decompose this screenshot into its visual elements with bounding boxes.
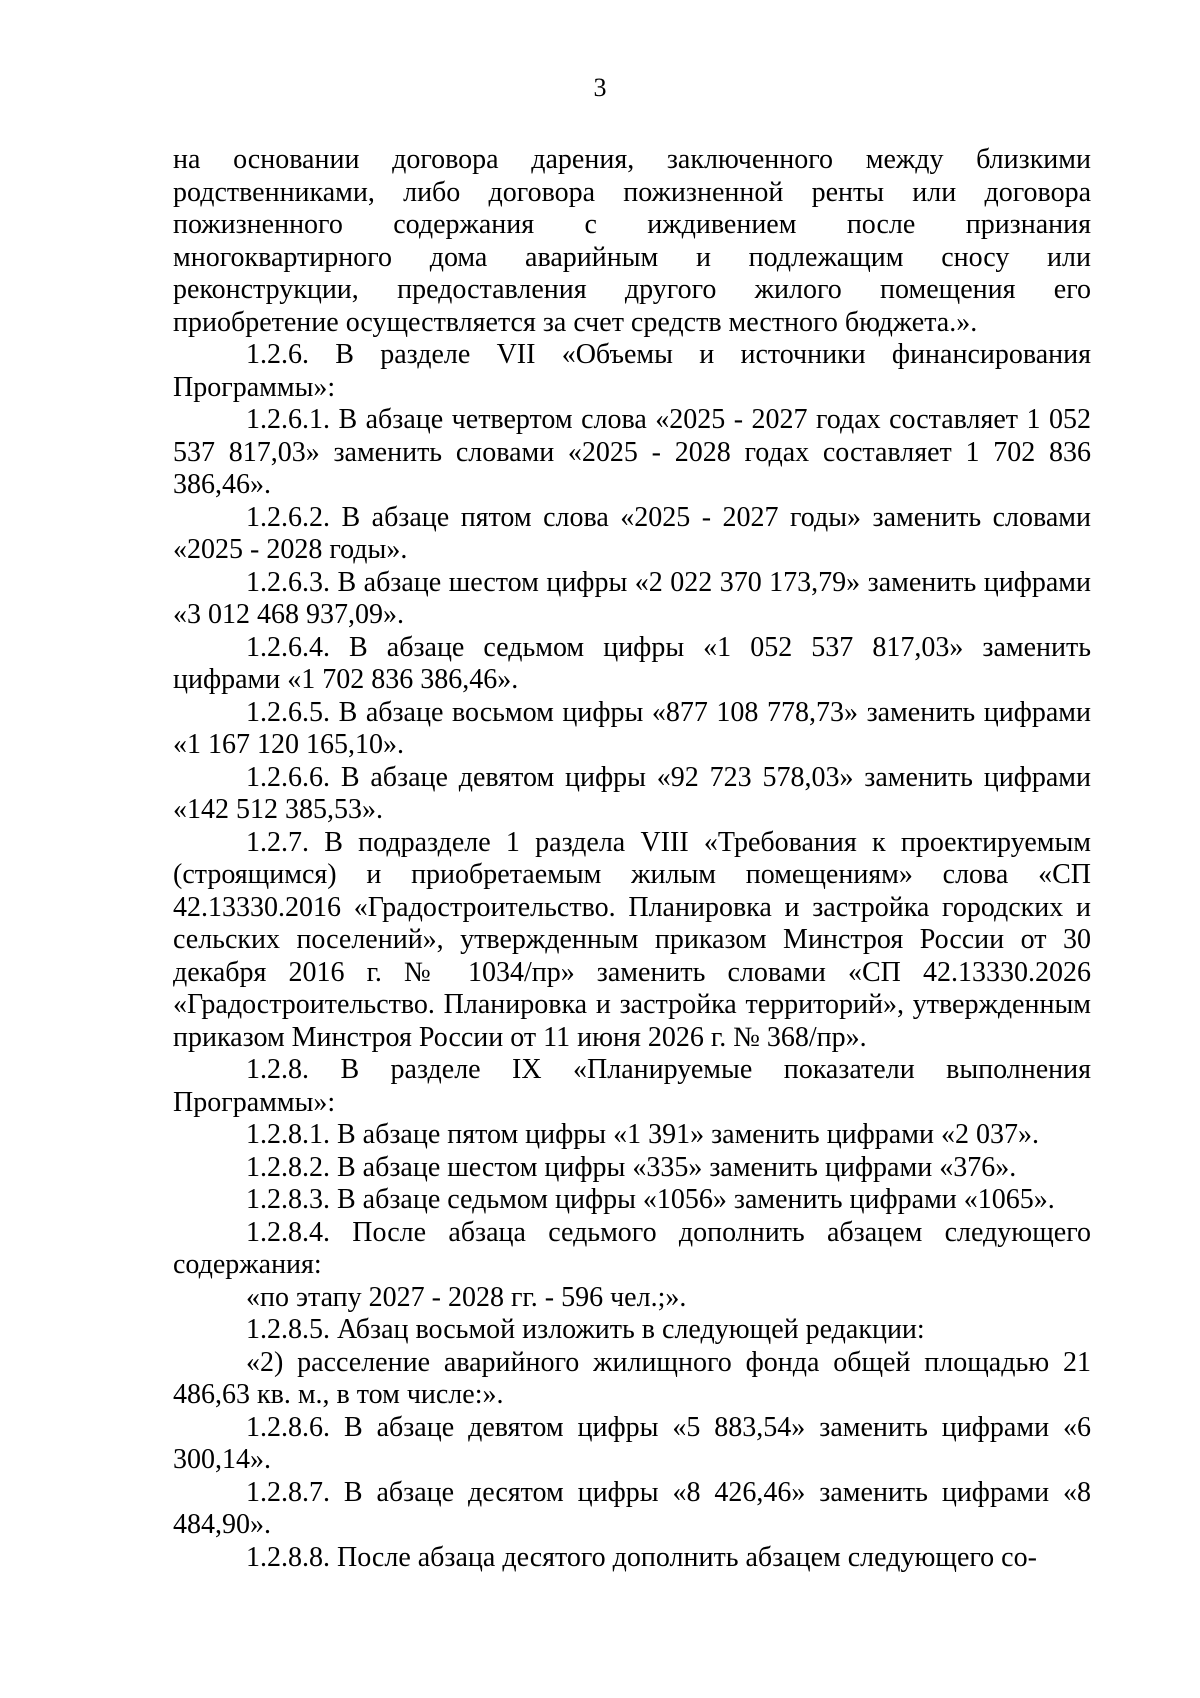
paragraph: 1.2.6.1. В абзаце четвертом слова «2025 - 2027 годах составляет 1 052 537 817,03» заменить словами «2025 - 2028 годах составляет 1 702 836 386,46». [173,404,1091,500]
paragraph: на основании договора дарения, заключенного между близкими родственниками, либо договора пожизненной ренты или договора пожизненного содержания с иждивением после признания многоквартирного дома аварийным и подлежащим сносу или реконструкции, предоставления другого жилого помещения его приобретение осуществляется за счет средств местного бюджета.». [173,144,1091,338]
page-number: 3 [593,73,607,102]
paragraph: «2) расселение аварийного жилищного фонда общей площадью 21 486,63 кв. м., в том числе:». [173,1346,1091,1410]
paragraph: 1.2.8.8. После абзаца десятого дополнить абзацем следующего со- [246,1541,1037,1573]
paragraph: 1.2.8.7. В абзаце десятом цифры «8 426,46» заменить цифрами «8 484,90». [173,1476,1091,1540]
paragraph: 1.2.8.2. В абзаце шестом цифры «335» заменить цифрами «376». [246,1151,1017,1183]
paragraph: 1.2.7. В подразделе 1 раздела VIII «Требования к проектируемым (строящимся) и приобретаемым жилым помещениям» слова «СП 42.13330.2016 «Градостроительство. Планировка и застройка городских и сельских поселений», утвержденным приказом Минстроя России от 30 декабря 2016 г. № 1034/пр» заменить словами «СП 42.13330.2026 «Градостроительство. Планировка и застройка территорий», утвержденным приказом Минстроя России от 11 июня 2026 г. № 368/пр». [173,826,1091,1053]
paragraph: 1.2.6.6. В абзаце девятом цифры «92 723 578,03» заменить цифрами «142 512 385,53». [173,761,1091,825]
paragraph: 1.2.6.5. В абзаце восьмом цифры «877 108 778,73» заменить цифрами «1 167 120 165,10». [173,696,1091,760]
document-body [173,144,1091,1574]
paragraph: 1.2.8.5. Абзац восьмой изложить в следующей редакции: [246,1314,925,1345]
paragraph: 1.2.8.3. В абзаце седьмом цифры «1056» заменить цифрами «1065». [246,1184,1055,1215]
paragraph: 1.2.6.2. В абзаце пятом слова «2025 - 2027 годы» заменить словами «2025 - 2028 годы». [173,501,1091,565]
paragraph: 1.2.8.1. В абзаце пятом цифры «1 391» заменить цифрами «2 037». [246,1119,1039,1150]
paragraph: 1.2.8. В разделе IX «Планируемые показатели выполнения Программы»: [173,1054,1091,1118]
paragraph: 1.2.6.4. В абзаце седьмом цифры «1 052 537 817,03» заменить цифрами «1 702 836 386,46». [173,631,1091,695]
paragraph: 1.2.8.4. После абзаца седьмого дополнить абзацем следующего содержания: [173,1216,1091,1280]
paragraph: «по этапу 2027 - 2028 гг. - 596 чел.;». [246,1281,687,1313]
paragraph: 1.2.6. В разделе VII «Объемы и источники финансирования Программы»: [173,339,1091,403]
paragraph: 1.2.6.3. В абзаце шестом цифры «2 022 370 173,79» заменить цифрами «3 012 468 937,09». [173,566,1091,630]
paragraph: 1.2.8.6. В абзаце девятом цифры «5 883,54» заменить цифрами «6 300,14». [173,1411,1091,1475]
